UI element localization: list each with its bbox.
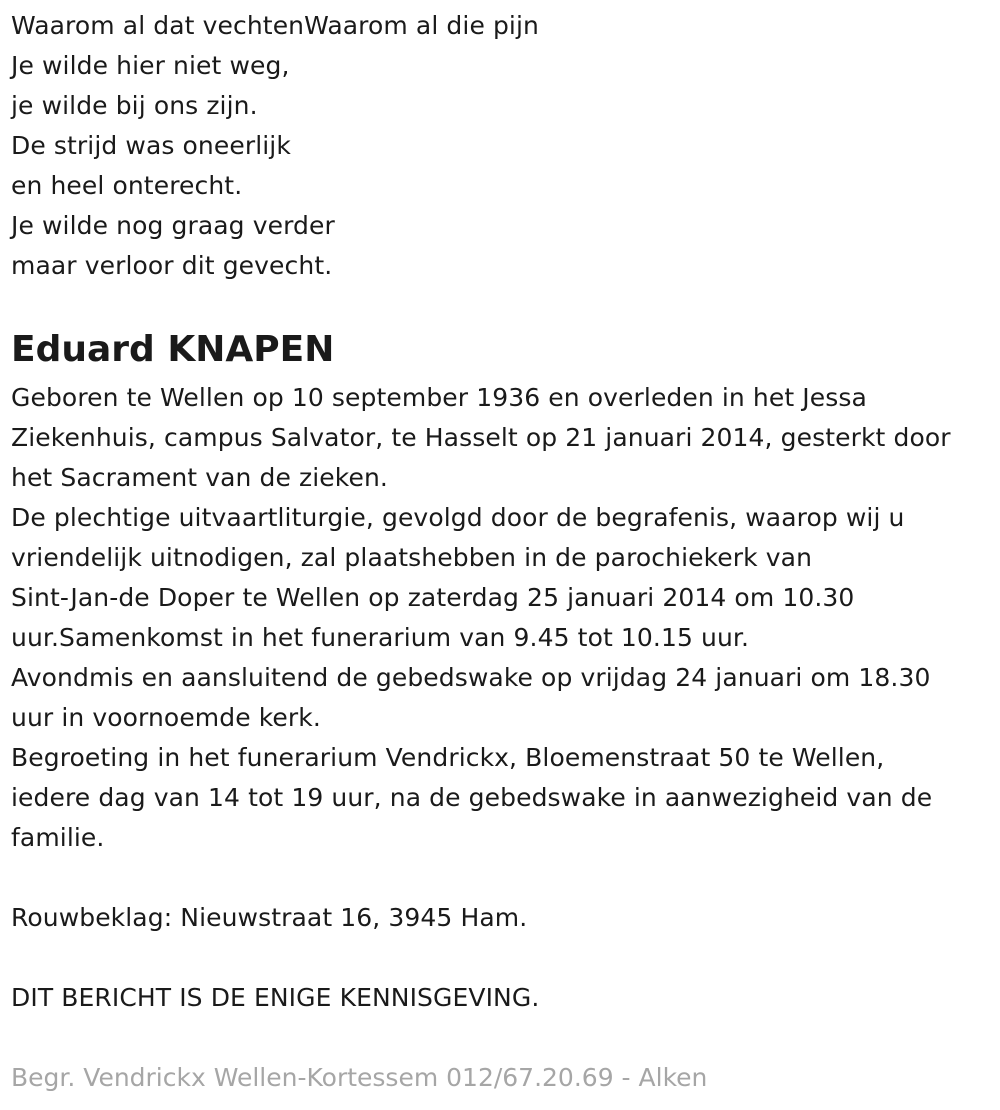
spacer	[11, 858, 1000, 898]
announcement-line: Ziekenhuis, campus Salvator, te Hasselt op 21 januari 2014, gesterkt door	[11, 423, 951, 452]
announcement-line: Geboren te Wellen op 10 september 1936 en overleden in het Jessa	[11, 383, 867, 412]
announcement-line: uur in voornoemde kerk.	[11, 703, 321, 732]
poem-line: Waarom al dat vechtenWaarom al die pijn	[11, 11, 539, 40]
announcement-line: familie.	[11, 823, 105, 852]
announcement-line: Begroeting in het funerarium Vendrickx, Bloemenstraat 50 te Wellen,	[11, 743, 885, 772]
deceased-name: Eduard KNAPEN	[11, 329, 335, 370]
poem-line: Je wilde nog graag verder	[11, 211, 335, 240]
announcement-line: iedere dag van 14 tot 19 uur, na de gebedswake in aanwezigheid van de	[11, 783, 933, 812]
spacer	[11, 938, 1000, 978]
undertaker-footer: Begr. Vendrickx Wellen-Kortessem 012/67.20.69 - Alken	[11, 1063, 708, 1092]
poem-line: je wilde bij ons zijn.	[11, 91, 258, 120]
poem	[11, 6, 1000, 286]
announcement-line: uur.Samenkomst in het funerarium van 9.45 tot 10.15 uur.	[11, 623, 750, 652]
poem-line: De strijd was oneerlijk	[11, 131, 291, 160]
announcement-text	[11, 378, 1000, 858]
condolences-address: Rouwbeklag: Nieuwstraat 16, 3945 Ham.	[11, 903, 528, 932]
announcement-line: Sint-Jan-de Doper te Wellen op zaterdag 25 januari 2014 om 10.30	[11, 583, 855, 612]
poem-line: Je wilde hier niet weg,	[11, 51, 290, 80]
announcement-line: Avondmis en aansluitend de gebedswake op vrijdag 24 januari om 18.30	[11, 663, 931, 692]
poem-line: maar verloor dit gevecht.	[11, 251, 333, 280]
announcement-line: vriendelijk uitnodigen, zal plaatshebben in de parochiekerk van	[11, 543, 813, 572]
announcement-line: het Sacrament van de zieken.	[11, 463, 388, 492]
announcement-line: De plechtige uitvaartliturgie, gevolgd door de begrafenis, waarop wij u	[11, 503, 905, 532]
sole-notice: DIT BERICHT IS DE ENIGE KENNISGEVING.	[11, 983, 540, 1012]
poem-line: en heel onterecht.	[11, 171, 243, 200]
